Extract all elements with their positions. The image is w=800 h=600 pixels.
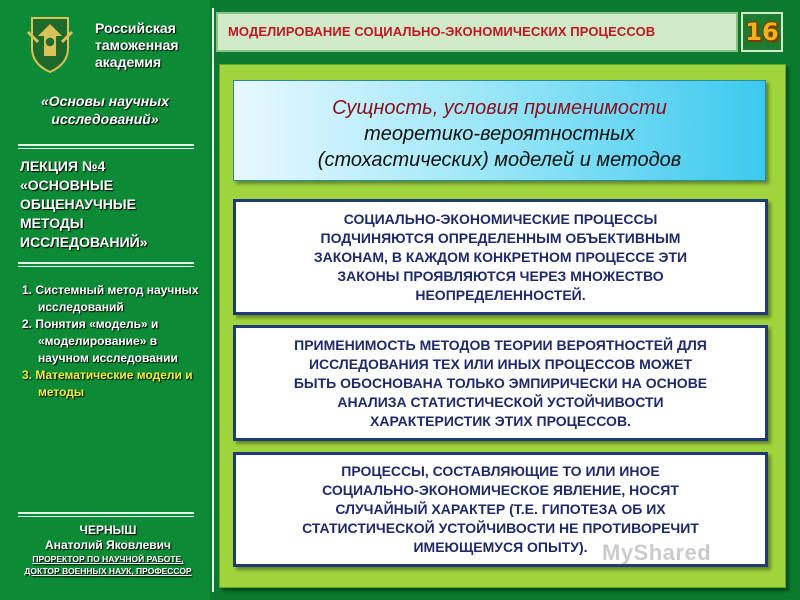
author-position: ПРОРЕКТОР ПО НАУЧНОЙ РАБОТЕ,	[32, 554, 184, 564]
divider	[18, 512, 194, 514]
lecture-line: МЕТОДЫ	[20, 215, 84, 231]
topic-item[interactable]: 1. Системный метод научных исследований	[22, 283, 199, 314]
academy-name	[95, 20, 207, 71]
info-line: ЗАКОНЫ ПРОЯВЛЯЮТСЯ ЧЕРЕЗ МНОЖЕСТВО	[337, 267, 664, 284]
divider	[18, 144, 194, 146]
vertical-divider	[212, 8, 214, 592]
author-name: Анатолий Яковлевич	[45, 538, 171, 552]
topic-list	[22, 282, 207, 401]
academy-line: академия	[95, 54, 162, 70]
slide-number-text: 16	[745, 18, 779, 46]
info-line: ЗАКОНАМ, В КАЖДОМ КОНКРЕТНОМ ПРОЦЕССЕ ЭТИ	[313, 248, 688, 265]
header-title: МОДЕЛИРОВАНИЕ СОЦИАЛЬНО-ЭКОНОМИЧЕСКИХ ПРОЦЕССОВ	[228, 24, 656, 39]
author-block	[8, 523, 208, 577]
slide-title-box	[233, 80, 766, 181]
academy-line: таможенная	[95, 37, 179, 53]
info-block	[233, 199, 768, 315]
slide-title-line: теоретико-вероятностных	[364, 123, 635, 145]
info-line: ПРОЦЕССЫ, СОСТАВЛЯЮЩИЕ ТО ИЛИ ИНОЕ	[341, 463, 660, 479]
info-line: БЫТЬ ОБОСНОВАНА ТОЛЬКО ЭМПИРИЧЕСКИ НА ОСНОВЕ	[293, 374, 708, 391]
lecture-title	[20, 157, 205, 252]
slide-title-line: Сущность, условия применимости	[332, 97, 667, 119]
topic-item[interactable]: 2. Понятия «модель» и «моделирование» в научном исследовании	[22, 317, 178, 365]
slide-number	[741, 12, 783, 52]
slide-title-line: (стохастических) моделей и методов	[317, 149, 682, 171]
info-block	[233, 325, 768, 441]
header-bar	[216, 12, 738, 52]
info-line: ПРИМЕНИМОСТЬ МЕТОДОВ ТЕОРИИ ВЕРОЯТНОСТЕЙ ДЛЯ	[294, 336, 707, 353]
watermark: MyShared	[602, 540, 712, 565]
info-line: СОЦИАЛЬНО-ЭКОНОМИЧЕСКИЕ ПРОЦЕССЫ	[343, 210, 658, 227]
info-line: СТАТИСТИЧЕСКОЙ УСТОЙЧИВОСТИ НЕ ПРОТИВОРЕЧИТ	[302, 520, 699, 536]
sidebar	[0, 0, 210, 600]
course-line: «Основы научных	[41, 93, 169, 109]
lecture-line: ИССЛЕДОВАНИЙ»	[20, 234, 148, 250]
course-title	[10, 92, 200, 128]
info-line: НЕОПРЕДЕЛЕННОСТЕЙ.	[415, 286, 586, 303]
info-line: АНАЛИЗА СТАТИСТИЧЕСКОЙ УСТОЙЧИВОСТИ	[337, 393, 664, 410]
academy-line: Российская	[95, 20, 176, 36]
author-position: ДОКТОР ВОЕННЫХ НАУК, ПРОФЕССОР	[24, 566, 192, 576]
info-line: СОЦИАЛЬНО-ЭКОНОМИЧЕСКОЕ ЯВЛЕНИЕ, НОСЯТ	[322, 482, 679, 498]
lecture-line: «ОСНОВНЫЕ	[20, 177, 114, 193]
topic-item-active[interactable]: 3. Математические модели и методы	[22, 368, 193, 399]
lecture-line: ОБЩЕНАУЧНЫЕ	[20, 196, 136, 212]
author-surname: ЧЕРНЫШ	[79, 523, 137, 537]
info-line: ХАРАКТЕРИСТИК ЭТИХ ПРОЦЕССОВ.	[370, 412, 631, 429]
academy-emblem-icon	[22, 12, 78, 74]
info-line: ИССЛЕДОВАНИЯ ТЕХ ИЛИ ИНЫХ ПРОЦЕССОВ МОЖЕТ	[308, 355, 692, 372]
lecture-line: ЛЕКЦИЯ №4	[20, 158, 106, 174]
divider	[18, 262, 194, 264]
info-line: СЛУЧАЙНЫЙ ХАРАКТЕР (Т.Е. ГИПОТЕЗА ОБ ИХ	[335, 501, 666, 517]
info-line: ПОДЧИНЯЮТСЯ ОПРЕДЕЛЕННЫМ ОБЪЕКТИВНЫМ	[320, 229, 681, 246]
course-line: исследований»	[51, 111, 159, 127]
info-line: ИМЕЮЩЕМУСЯ ОПЫТУ).	[413, 539, 588, 555]
